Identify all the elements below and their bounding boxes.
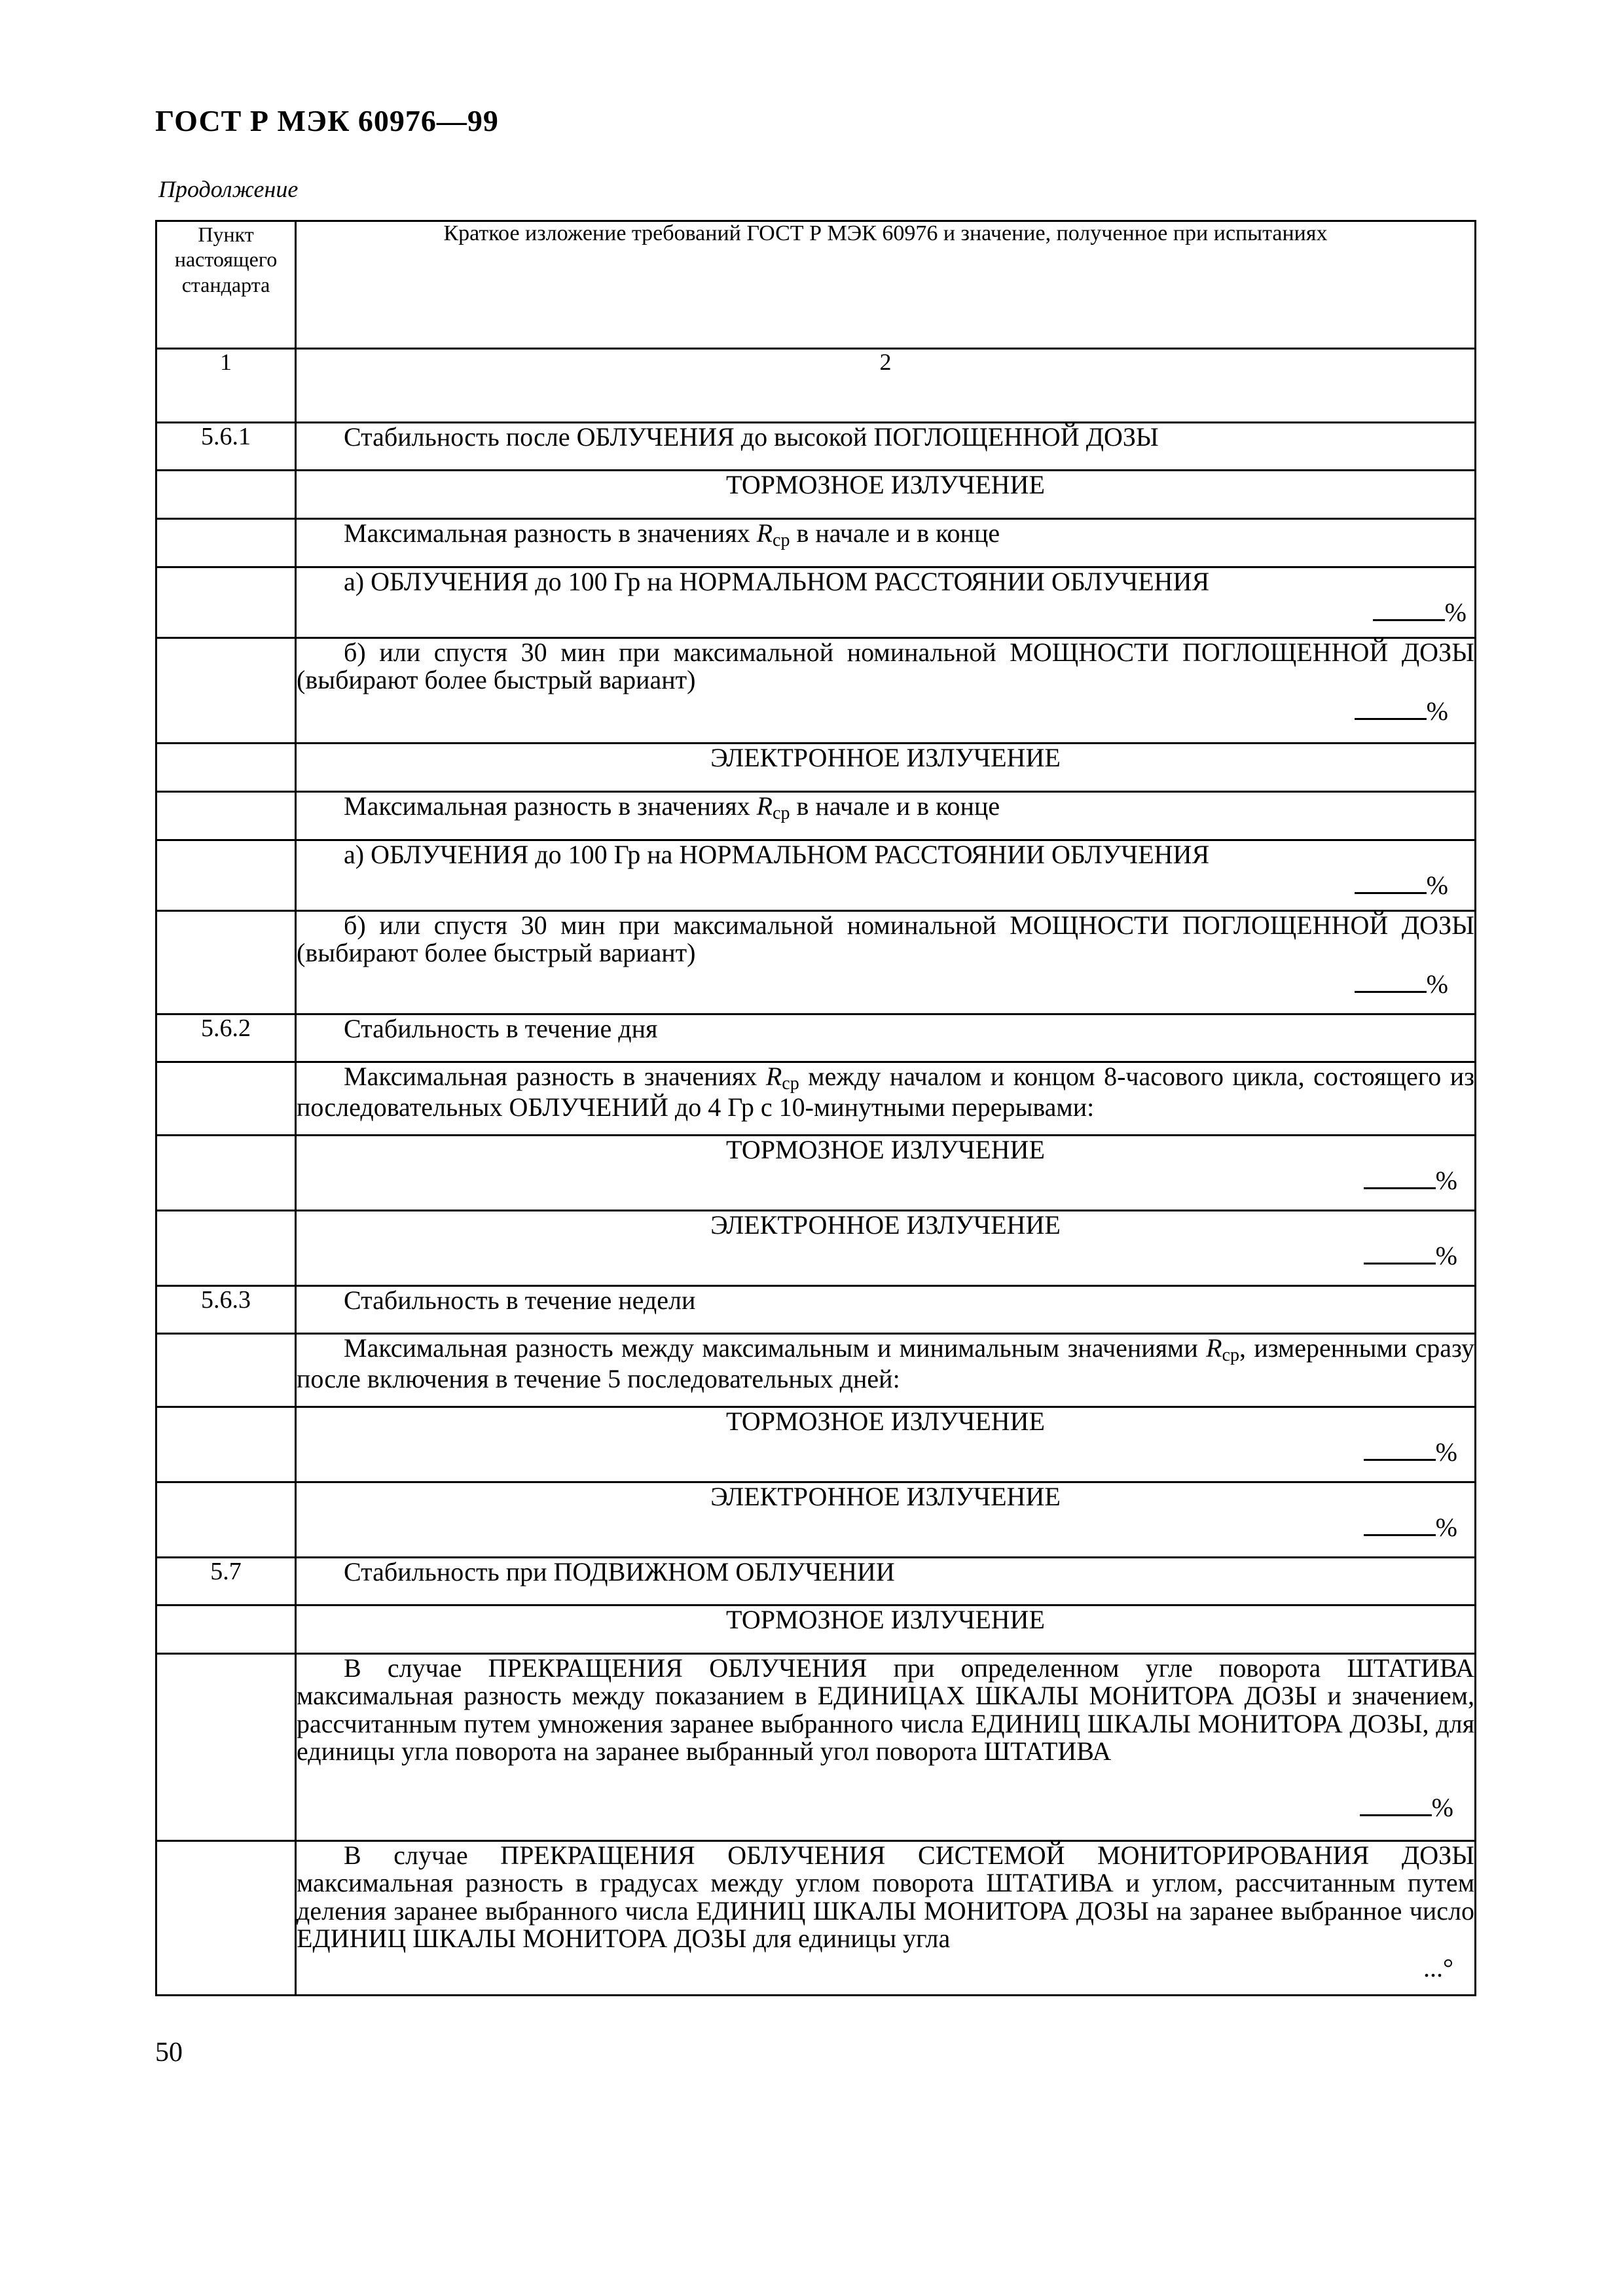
radiation-type-heading: ТОРМОЗНОЕ ИЗЛУЧЕНИЕ: [296, 471, 1476, 519]
table-row: [156, 638, 1476, 744]
r-subscript: ср: [773, 803, 790, 823]
result-field: %: [297, 969, 1474, 998]
requirement-item: [296, 1211, 1476, 1286]
result-field: [297, 1954, 1474, 1982]
table-row: [156, 1062, 1476, 1136]
clause-number-empty: [156, 1841, 296, 1996]
result-blank: [1364, 1512, 1436, 1536]
radiation-type-heading: ТОРМОЗНОЕ ИЗЛУЧЕНИЕ: [296, 1605, 1476, 1654]
requirement-item: [296, 1654, 1476, 1841]
clause-number-empty: [156, 840, 296, 911]
clause-number-empty: [156, 744, 296, 792]
requirement-item: [296, 1136, 1476, 1211]
r-symbol: R: [756, 791, 773, 821]
table-row: [156, 1841, 1476, 1996]
result-field: %: [297, 696, 1474, 725]
item-b-text: б) или спустя 30 мин при максимальной номинальной МОЩНОСТИ ПОГЛОЩЕННОЙ ДОЗЫ (выбирают более быстрый вариант): [297, 910, 1474, 968]
r-subscript: ср: [773, 530, 790, 550]
r-symbol: R: [1206, 1333, 1222, 1363]
item-a-text: а) ОБЛУЧЕНИЯ до 100 Гр на НОРМАЛЬНОМ РАССТОЯНИИ ОБЛУЧЕНИЯ: [344, 567, 1210, 596]
table-row: [156, 567, 1476, 638]
radiation-type-heading: ТОРМОЗНОЕ ИЗЛУЧЕНИЕ: [726, 1135, 1045, 1164]
document-header: ГОСТ Р МЭК 60976—99: [155, 104, 499, 137]
r-symbol: R: [765, 1062, 782, 1091]
clause-number: 5.7: [156, 1558, 296, 1605]
table-row: [156, 1407, 1476, 1482]
r-subscript: ср: [782, 1073, 799, 1094]
requirement-item: [296, 1841, 1476, 1996]
table-row: [156, 1014, 1476, 1062]
table-header-row: [156, 221, 1476, 349]
radiation-type-heading: ТОРМОЗНОЕ ИЗЛУЧЕНИЕ: [726, 1407, 1045, 1436]
requirement-item: [296, 638, 1476, 744]
table-row: [156, 911, 1476, 1014]
item-a-text: а) ОБЛУЧЕНИЯ до 100 Гр на НОРМАЛЬНОМ РАССТОЯНИИ ОБЛУЧЕНИЯ: [344, 840, 1210, 869]
case1-text: В случае ПРЕКРАЩЕНИЯ ОБЛУЧЕНИЯ при определенном угле поворота ШТАТИВА максимальная разность между показанием в ЕДИНИЦАХ ШКАЛЫ МОНИТОРА ДОЗЫ и значением, рассчитанным путем умножения заранее выбранного числа ЕДИНИЦ ШКАЛЫ МОНИТОРА ДОЗЫ, для единицы угла поворота на заранее выбранный угол поворота ШТАТИВА: [297, 1653, 1474, 1767]
requirement-text: Максимальная разность в значениях $R_{ср}$ между началом и концом 8-часового цикла, состоящего из последовательных ОБЛУЧЕНИЙ до 4 Гр с 10-минутными перерывами:: [296, 1062, 1476, 1136]
requirement-text: Максимальная разность в значениях $R_{ср}$ в начале и в конце: [296, 792, 1476, 840]
result-blank: [1355, 870, 1427, 894]
table-row: [156, 792, 1476, 840]
table-row: [156, 471, 1476, 519]
table-row: [156, 1286, 1476, 1334]
column-number-row: [156, 349, 1476, 423]
result-field: %: [297, 1240, 1474, 1270]
requirement-title: Стабильность в течение дня: [296, 1014, 1476, 1062]
result-blank: [1364, 1165, 1436, 1189]
page-number: 50: [155, 2037, 183, 2068]
clause-number-empty: [156, 519, 296, 567]
clause-number: 5.6.3: [156, 1286, 296, 1334]
clause-number: 5.6.2: [156, 1014, 296, 1062]
table-row: [156, 1334, 1476, 1407]
result-blank: [1360, 1792, 1432, 1816]
clause-number-empty: [156, 567, 296, 638]
result-field: %: [297, 1165, 1474, 1194]
clause-number-empty: [156, 911, 296, 1014]
clause-number-empty: [156, 471, 296, 519]
clause-number: 5.6.1: [156, 423, 296, 471]
radiation-type-heading: ЭЛЕКТРОННОЕ ИЗЛУЧЕНИЕ: [710, 1482, 1061, 1511]
degree-value: ...°: [1423, 1952, 1453, 1982]
clause-number-empty: [156, 792, 296, 840]
requirement-item: [296, 1407, 1476, 1482]
clause-number-empty: [156, 638, 296, 744]
radiation-type-heading: ЭЛЕКТРОННОЕ ИЗЛУЧЕНИЕ: [296, 744, 1476, 792]
clause-number-empty: [156, 1605, 296, 1654]
requirement-title: Стабильность при ПОДВИЖНОМ ОБЛУЧЕНИИ: [296, 1558, 1476, 1605]
clause-number-empty: [156, 1062, 296, 1136]
table-row: [156, 1211, 1476, 1286]
table-row: [156, 840, 1476, 911]
col1-number: 1: [156, 349, 296, 423]
item-b-text: б) или спустя 30 мин при максимальной номинальной МОЩНОСТИ ПОГЛОЩЕННОЙ ДОЗЫ (выбирают более быстрый вариант): [297, 637, 1474, 695]
table-row: [156, 1482, 1476, 1558]
col1-header: Пункт настоящего стандарта: [156, 221, 296, 349]
table-row: [156, 519, 1476, 567]
clause-number-empty: [156, 1334, 296, 1407]
result-field: %: [297, 1512, 1474, 1541]
clause-number-empty: [156, 1654, 296, 1841]
clause-number-empty: [156, 1482, 296, 1558]
result-blank: [1355, 969, 1427, 993]
clause-number-empty: [156, 1211, 296, 1286]
col2-header: Краткое изложение требований ГОСТ Р МЭК 60976 и значение, полученное при испытаниях: [296, 221, 1476, 349]
case2-text: В случае ПРЕКРАЩЕНИЯ ОБЛУЧЕНИЯ СИСТЕМОЙ МОНИТОРИРОВАНИЯ ДОЗЫ максимальная разность в градусах между углом поворота ШТАТИВА и углом, рассчитанным путем деления заранее выбранного числа ЕДИНИЦ ШКАЛЫ МОНИТОРА ДОЗЫ на заранее выбранное число ЕДИНИЦ ШКАЛЫ МОНИТОРА ДОЗЫ для единицы угла: [297, 1840, 1474, 1954]
clause-number-empty: [156, 1407, 296, 1482]
table-row: [156, 1605, 1476, 1654]
table-row: [156, 423, 1476, 471]
r-symbol: R: [756, 518, 773, 548]
clause-number-empty: [156, 1136, 296, 1211]
continuation-label: Продолжение: [158, 176, 299, 202]
result-blank: [1364, 1240, 1436, 1265]
result-blank: [1355, 696, 1427, 720]
requirement-item: [296, 567, 1476, 638]
result-field: %: [297, 1792, 1474, 1821]
result-field: %: [297, 870, 1474, 899]
requirement-item: [296, 840, 1476, 911]
requirement-text: Максимальная разность между максимальным и минимальным значениями $R_{ср}$, измеренными сразу после включения в течение 5 последовательных дней:: [296, 1334, 1476, 1407]
table-row: [156, 1136, 1476, 1211]
table-row: [156, 1654, 1476, 1841]
r-subscript: ср: [1222, 1345, 1239, 1365]
requirement-item: [296, 911, 1476, 1014]
result-field: %: [297, 597, 1474, 626]
requirement-item: [296, 1482, 1476, 1558]
requirements-table: [155, 220, 1476, 1996]
result-field: %: [297, 1437, 1474, 1466]
radiation-type-heading: ЭЛЕКТРОННОЕ ИЗЛУЧЕНИЕ: [710, 1210, 1061, 1240]
table-row: [156, 1558, 1476, 1605]
table-row: [156, 744, 1476, 792]
requirement-text: Максимальная разность в значениях $R_{ср}$ в начале и в конце: [296, 519, 1476, 567]
requirement-title: Стабильность после ОБЛУЧЕНИЯ до высокой ПОГЛОЩЕННОЙ ДОЗЫ: [296, 423, 1476, 471]
requirement-title: Стабильность в течение недели: [296, 1286, 1476, 1334]
col2-number: 2: [296, 349, 1476, 423]
result-blank: [1373, 597, 1445, 621]
result-blank: [1364, 1437, 1436, 1461]
